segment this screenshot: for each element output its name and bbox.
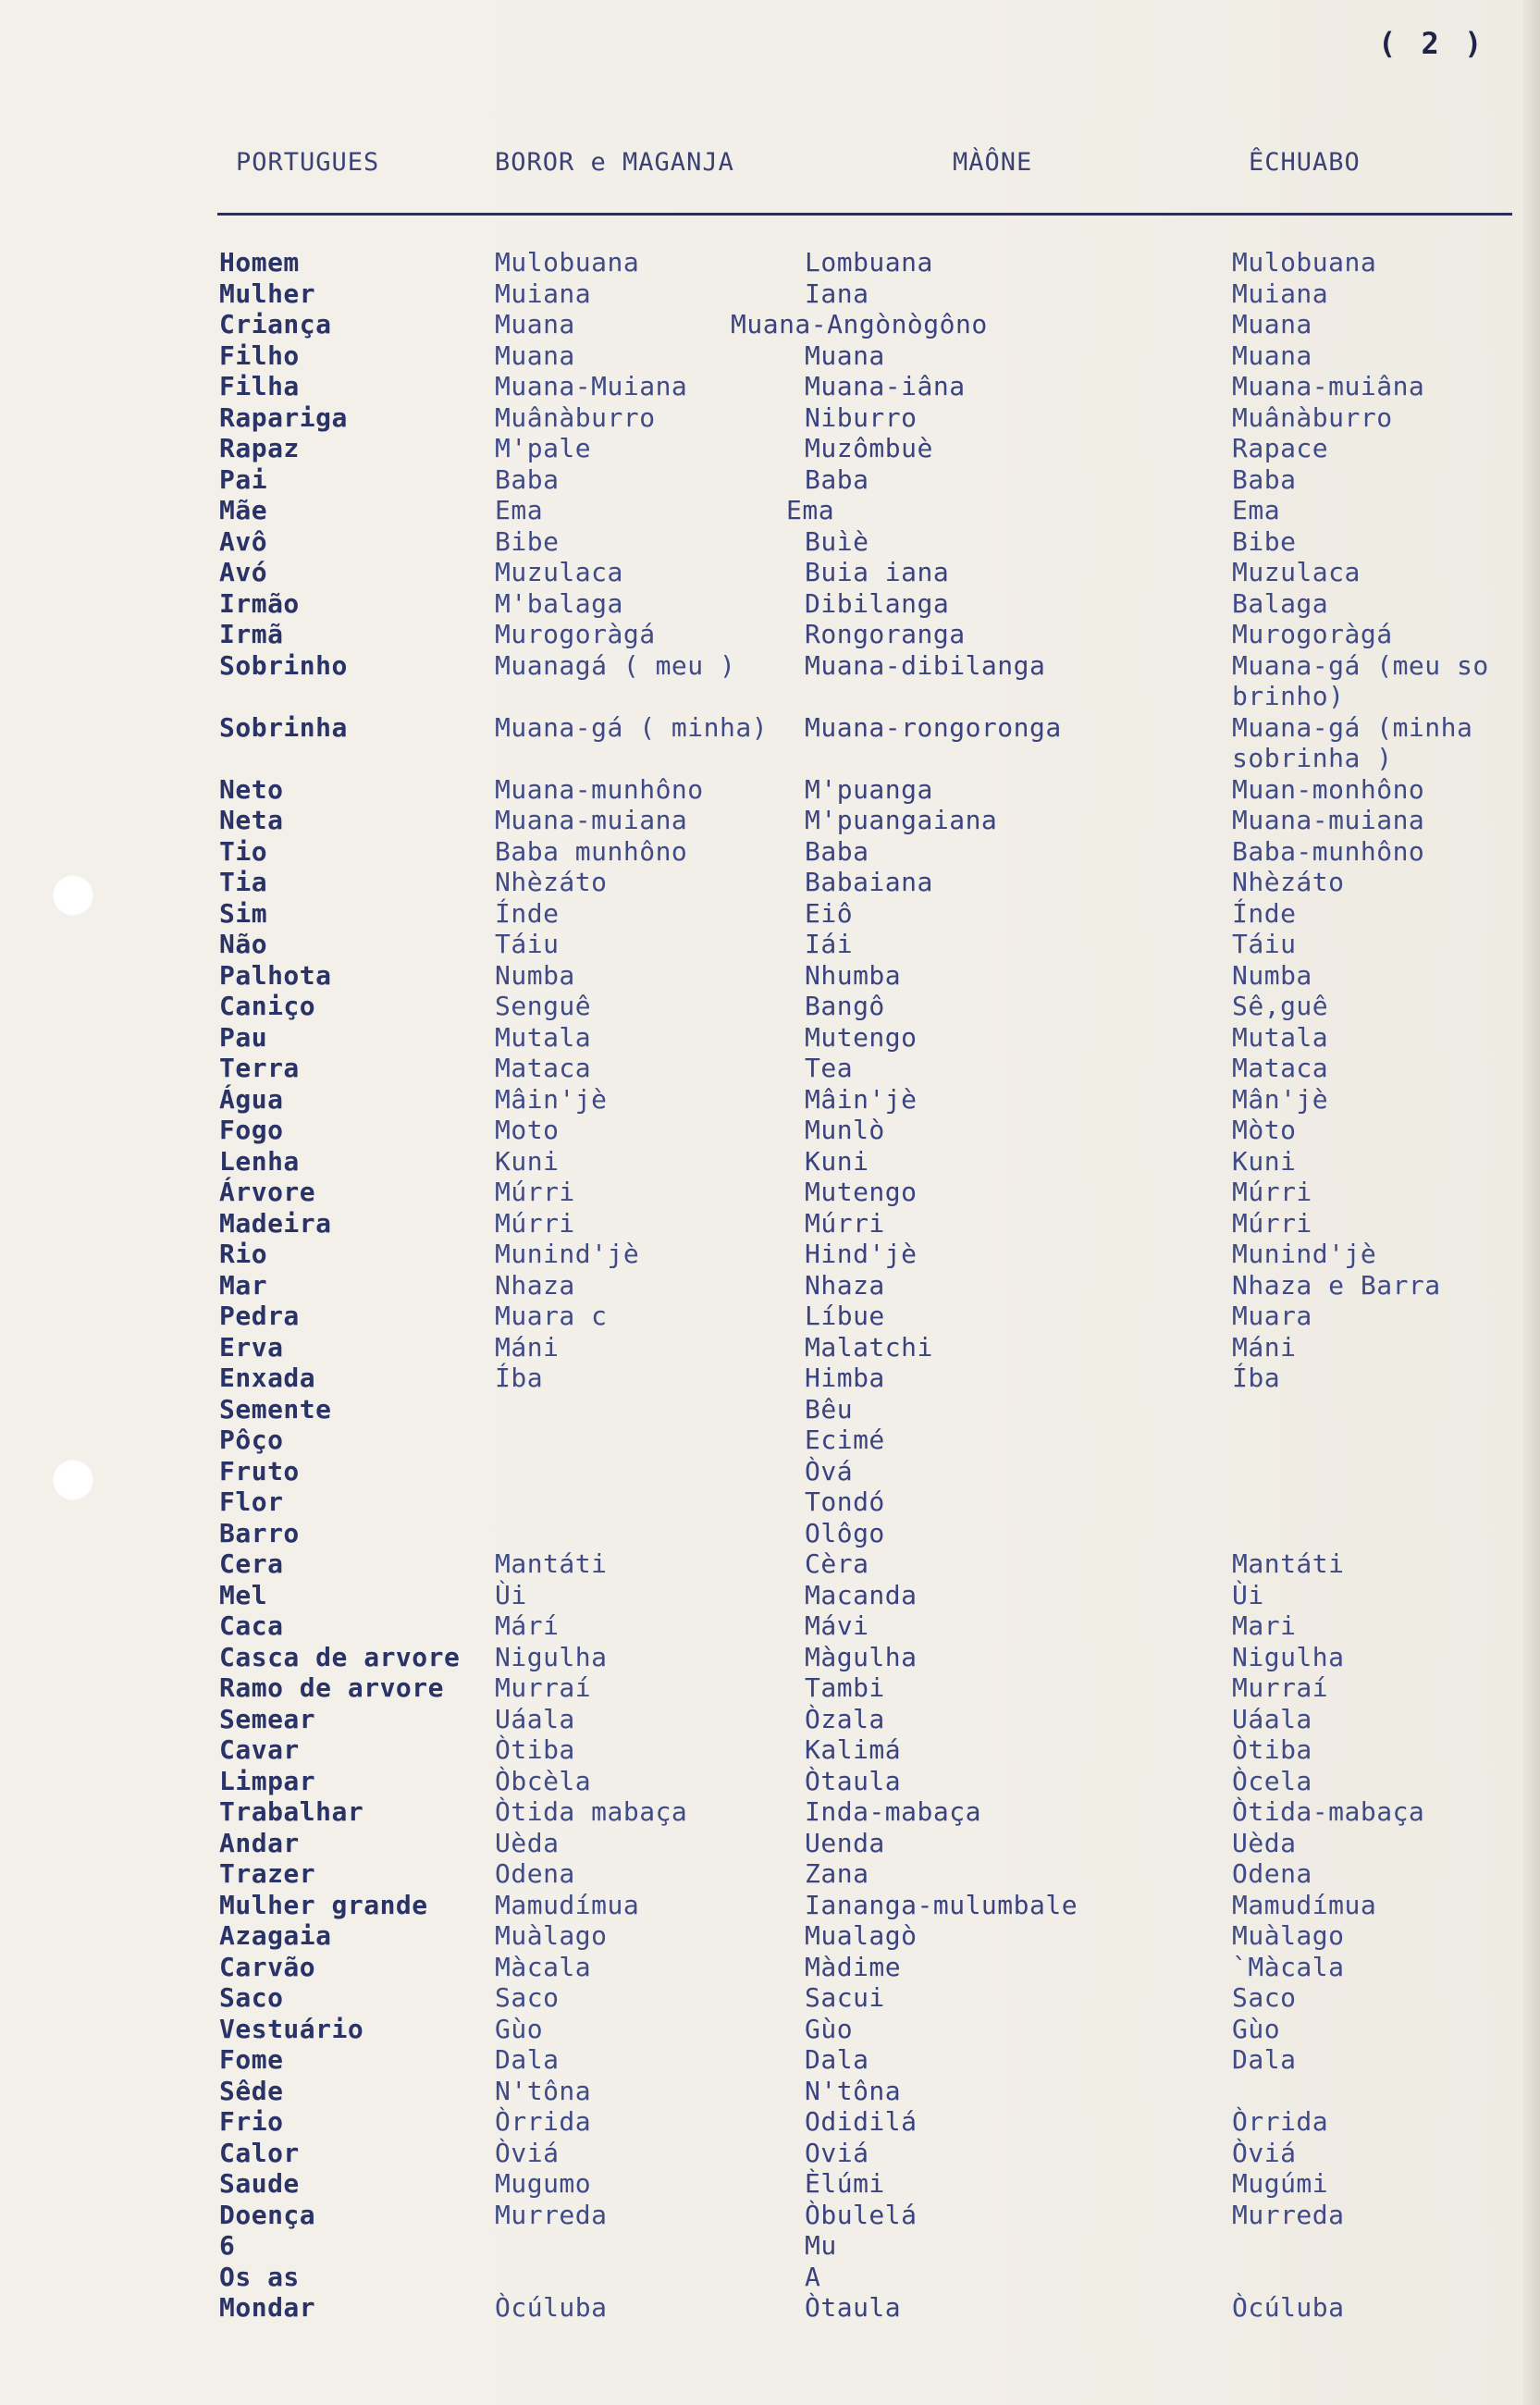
maone-word: Nhaza (805, 1269, 885, 1301)
boror-maganja-word: Uáala (495, 1703, 575, 1734)
boror-maganja-word (495, 1518, 768, 1549)
maone-word: Bangô (805, 991, 885, 1021)
boror-maganja-word: Baba munhôno (495, 835, 688, 867)
echuabo-word (1232, 1518, 1489, 1549)
portugues-word: Trazer (219, 1858, 316, 1889)
boror-maganja-word: Mâin'jè (495, 1083, 608, 1115)
boror-maganja-word: Mutala (495, 1021, 592, 1053)
portugues-word: Tio (219, 835, 268, 867)
punch-hole-bottom (52, 1459, 94, 1501)
echuabo-word: Mari (1232, 1610, 1297, 1641)
maone-word: Òbulelá (805, 2199, 918, 2230)
echuabo-word: Muana-gá (meu so (1232, 649, 1489, 681)
echuabo-word: Òviá (1232, 2137, 1297, 2168)
echuabo-word: Òcela (1232, 1765, 1312, 1796)
portugues-word: Mãe (219, 495, 268, 525)
echuabo-word: `Màcala (1232, 1951, 1345, 1982)
echuabo-word: Mantáti (1232, 1548, 1345, 1579)
portugues-word: Tia (219, 867, 268, 897)
echuabo-word: Nhèzáto (1232, 867, 1345, 897)
boror-maganja-word: Muana-muiana (495, 805, 688, 835)
maone-word: A (805, 2261, 821, 2292)
maone-word: Ecimé (805, 1424, 885, 1455)
boror-maganja-word (495, 1394, 768, 1425)
maone-word: Olôgo (805, 1517, 885, 1548)
portugues-word: Criança (219, 309, 332, 339)
echuabo-word: Numba (1232, 959, 1312, 991)
echuabo-word: Muzulaca (1232, 557, 1361, 587)
maone-word: Lombuana (805, 247, 933, 278)
portugues-word: Semente (219, 1393, 332, 1424)
echuabo-word: Muàlago (1232, 1920, 1345, 1951)
portugues-word: Caniço (219, 991, 316, 1021)
maone-word: Mu (805, 2230, 837, 2261)
portugues-word: Erva (219, 1331, 284, 1363)
maone-word: Cèra (805, 1548, 869, 1579)
portugues-word: Mel (219, 1579, 268, 1610)
boror-maganja-word: Múrri (495, 1207, 575, 1239)
portugues-word: Trabalhar (219, 1796, 364, 1827)
boror-maganja-word: Muzulaca (495, 557, 623, 587)
boror-maganja-word: Nigulha (495, 1641, 608, 1672)
boror-maganja-word: Òtiba (495, 1734, 575, 1765)
header-boror-maganja: BOROR e MAGANJA (495, 148, 734, 177)
echuabo-word: Mòto (1232, 1115, 1297, 1145)
echuabo-word: Saco (1232, 1982, 1297, 2013)
echuabo-word: Íba (1232, 1363, 1281, 1393)
column-portugues (219, 247, 460, 2324)
maone-word: Eiô (805, 897, 854, 929)
maone-word: Rongoranga (805, 619, 966, 649)
boror-maganja-word (495, 681, 768, 712)
echuabo-word: Munind'jè (1232, 1239, 1377, 1269)
maone-word: Òvá (805, 1455, 854, 1486)
echuabo-word: Muana (1232, 309, 1312, 339)
maone-word: Buia iana (805, 557, 950, 587)
portugues-word: Irmão (219, 587, 300, 619)
maone-word: Màdime (805, 1951, 902, 1982)
maone-word: Iananga-mulumbale (805, 1889, 1078, 1920)
portugues-word: Enxada (219, 1363, 316, 1393)
echuabo-word: Òrrida (1232, 2106, 1329, 2137)
maone-word: Inda-mabaça (805, 1796, 981, 1827)
echuabo-word: brinho) (1232, 681, 1345, 711)
maone-word: Hind'jè (805, 1239, 918, 1269)
portugues-word: Cavar (219, 1734, 300, 1765)
boror-maganja-word: Muânàburro (495, 401, 656, 433)
boror-maganja-word (495, 1424, 768, 1456)
boror-maganja-word: Mugumo (495, 2168, 592, 2199)
echuabo-word (1232, 2230, 1489, 2262)
maone-word: Muana-rongoronga (805, 711, 1062, 743)
portugues-word: Filha (219, 371, 300, 401)
maone-word: Muana-iâna (805, 371, 966, 401)
maone-word: Mualagò (805, 1920, 918, 1951)
boror-maganja-word: Muanagá ( meu ) (495, 649, 736, 681)
maone-word: Oviá (805, 2137, 869, 2168)
maone-word: Mávi (805, 1610, 869, 1641)
echuabo-word: Uèda (1232, 1827, 1297, 1858)
echuabo-word: Muana-muiâna (1232, 371, 1425, 401)
boror-maganja-word: Moto (495, 1115, 560, 1145)
maone-word: Màgulha (805, 1641, 918, 1672)
echuabo-word: Muan-monhôno (1232, 773, 1425, 805)
portugues-word: Mulher grande (219, 1889, 428, 1920)
maone-word: Òtaula (805, 2292, 902, 2323)
portugues-word: Ramo de arvore (219, 1672, 445, 1703)
echuabo-word: Ema (1232, 495, 1281, 525)
column-maone (731, 247, 1078, 2324)
portugues-word: Doença (219, 2199, 316, 2230)
page-number: ( 2 ) (1378, 26, 1486, 61)
echuabo-word: Táiu (1232, 929, 1297, 959)
portugues-word: Sim (219, 897, 268, 929)
maone-word (805, 681, 1078, 712)
maone-word: Malatchi (805, 1331, 933, 1363)
echuabo-word: Òtida-mabaça (1232, 1796, 1425, 1827)
boror-maganja-word: N'tôna (495, 2075, 592, 2106)
echuabo-word: Òtiba (1232, 1734, 1312, 1765)
boror-maganja-word: Òviá (495, 2137, 560, 2168)
boror-maganja-word: M'balaga (495, 587, 623, 619)
boror-maganja-word: Murogoràgá (495, 619, 656, 649)
boror-maganja-word: Táiu (495, 929, 560, 959)
portugues-word: 6 (219, 2230, 236, 2261)
echuabo-word: Odena (1232, 1858, 1312, 1889)
maone-word: Buìè (805, 525, 869, 557)
echuabo-word: Sê,guê (1232, 991, 1329, 1021)
portugues-word: Semear (219, 1703, 316, 1734)
maone-word: Macanda (805, 1579, 918, 1610)
portugues-word: Fome (219, 2044, 284, 2075)
boror-maganja-word: Muana-gá ( minha) (495, 711, 769, 743)
portugues-word: Frio (219, 2106, 284, 2137)
echuabo-word: Múrri (1232, 1177, 1312, 1207)
echuabo-word (1232, 2076, 1489, 2107)
boror-maganja-word: Òbcèla (495, 1765, 592, 1796)
boror-maganja-word: Murreda (495, 2199, 608, 2230)
boror-maganja-word: Munind'jè (495, 1239, 640, 1269)
maone-word: Iái (805, 929, 854, 959)
boror-maganja-word (495, 1456, 768, 1487)
maone-word: Muana-Angònògôno (731, 309, 988, 339)
echuabo-word: Muana (1232, 339, 1312, 371)
echuabo-word: Murreda (1232, 2199, 1345, 2230)
echuabo-word (1232, 1456, 1489, 1487)
portugues-word: Caca (219, 1610, 284, 1641)
maone-word: M'puanga (805, 773, 933, 805)
echuabo-word: Índe (1232, 897, 1297, 929)
echuabo-word: Murogoràgá (1232, 619, 1393, 649)
boror-maganja-word: Íba (495, 1363, 544, 1393)
echuabo-word: Baba (1232, 463, 1297, 495)
echuabo-word: Muana-gá (minha (1232, 711, 1473, 743)
boror-maganja-word: Ùi (495, 1579, 527, 1610)
maone-word: Dala (805, 2044, 869, 2075)
portugues-word: Saude (219, 2168, 300, 2199)
portugues-word: Rapariga (219, 401, 348, 433)
boror-maganja-word: Màcala (495, 1951, 592, 1982)
portugues-word: Os as (219, 2261, 300, 2292)
boror-maganja-word (495, 1486, 768, 1518)
echuabo-word: Mutala (1232, 1021, 1329, 1053)
maone-word: N'tôna (805, 2075, 902, 2106)
maone-word: Iana (805, 278, 869, 309)
echuabo-word: Òcúluba (1232, 2292, 1345, 2323)
echuabo-word (1232, 1486, 1489, 1518)
maone-word: Niburro (805, 401, 918, 433)
echuabo-word: Dala (1232, 2044, 1297, 2075)
portugues-word: Sêde (219, 2075, 284, 2106)
portugues-word: Árvore (219, 1177, 316, 1207)
boror-maganja-word: Muana (495, 309, 575, 339)
maone-word: Nhumba (805, 959, 902, 991)
maone-word: Mutengo (805, 1021, 918, 1053)
boror-maganja-word: Nhaza (495, 1269, 575, 1301)
echuabo-word: Máni (1232, 1331, 1297, 1363)
echuabo-word: Kuni (1232, 1145, 1297, 1177)
maone-word: Mâin'jè (805, 1083, 918, 1115)
boror-maganja-word: Numba (495, 959, 575, 991)
portugues-word: Mulher (219, 278, 316, 309)
echuabo-word: Nigulha (1232, 1641, 1345, 1672)
portugues-word: Vestuário (219, 2013, 364, 2044)
boror-maganja-word (495, 2262, 768, 2293)
boror-maganja-word: Mulobuana (495, 247, 640, 278)
portugues-word: Neto (219, 773, 284, 805)
boror-maganja-word: Òtida mabaça (495, 1796, 688, 1827)
echuabo-word: sobrinha ) (1232, 743, 1393, 773)
portugues-word: Limpar (219, 1765, 316, 1796)
maone-word: Mutengo (805, 1177, 918, 1207)
portugues-word: Mondar (219, 2292, 316, 2323)
boror-maganja-word: Dala (495, 2044, 560, 2075)
portugues-word: Carvão (219, 1951, 316, 1982)
column-boror-maganja (495, 247, 768, 2324)
boror-maganja-word: M'pale (495, 433, 592, 463)
boror-maganja-word: Baba (495, 463, 560, 495)
maone-word: Ema (786, 495, 835, 525)
portugues-word: Madeira (219, 1207, 332, 1239)
maone-word: Himba (805, 1363, 885, 1393)
echuabo-word: Muara (1232, 1301, 1312, 1331)
boror-maganja-word: Muàlago (495, 1920, 608, 1951)
boror-maganja-word: Saco (495, 1982, 560, 2013)
maone-word: Líbue (805, 1301, 885, 1331)
echuabo-word: Nhaza e Barra (1232, 1269, 1441, 1301)
maone-word: M'puangaiana (805, 805, 998, 835)
boror-maganja-word: Uèda (495, 1827, 560, 1858)
echuabo-word: Muiana (1232, 278, 1329, 309)
portugues-word: Avô (219, 525, 268, 557)
boror-maganja-word: Márí (495, 1610, 560, 1641)
maone-word: Òtaula (805, 1765, 902, 1796)
portugues-word: Calor (219, 2137, 300, 2168)
maone-word: Munlò (805, 1115, 885, 1145)
boror-maganja-word: Índe (495, 897, 560, 929)
portugues-word: Pôço (219, 1424, 284, 1455)
boror-maganja-word (495, 2230, 768, 2262)
portugues-word: Terra (219, 1053, 300, 1083)
maone-word: Kalimá (805, 1734, 902, 1765)
maone-word: Babaiana (805, 867, 933, 897)
maone-word: Tea (805, 1053, 854, 1083)
maone-word: Múrri (805, 1207, 885, 1239)
echuabo-word: Múrri (1232, 1207, 1312, 1239)
column-echuabo (1232, 247, 1489, 2324)
boror-maganja-word: Máni (495, 1331, 560, 1363)
portugues-word: Andar (219, 1827, 300, 1858)
portugues-word (219, 743, 460, 774)
echuabo-word: Murraí (1232, 1672, 1329, 1703)
boror-maganja-word: Gùo (495, 2013, 544, 2044)
maone-word: Dibilanga (805, 587, 950, 619)
maone-word: Gùo (805, 2013, 854, 2044)
boror-maganja-word: Ema (495, 495, 544, 525)
echuabo-word: Muânàburro (1232, 401, 1393, 433)
boror-maganja-word: Odena (495, 1858, 575, 1889)
boror-maganja-word: Òcúluba (495, 2292, 608, 2323)
echuabo-word: Mugúmi (1232, 2168, 1329, 2199)
portugues-word: Neta (219, 805, 284, 835)
header-rule (217, 213, 1512, 216)
portugues-word: Pau (219, 1021, 268, 1053)
header-echuabo: ÊCHUABO (1249, 148, 1361, 177)
echuabo-word: Muana-muiana (1232, 805, 1425, 835)
portugues-word: Casca de arvore (219, 1641, 461, 1672)
boror-maganja-word: Muara c (495, 1301, 608, 1331)
maone-word: Tondó (805, 1486, 885, 1517)
boror-maganja-word: Múrri (495, 1177, 575, 1207)
echuabo-word: Mataca (1232, 1053, 1329, 1083)
maone-word: Muana (805, 339, 885, 371)
portugues-word: Saco (219, 1982, 284, 2013)
portugues-word: Fruto (219, 1455, 300, 1486)
echuabo-word: Bibe (1232, 525, 1297, 557)
boror-maganja-word: Òrrida (495, 2106, 592, 2137)
punch-hole-top (52, 874, 94, 917)
boror-maganja-word: Muiana (495, 278, 592, 309)
echuabo-word: Mamudímua (1232, 1889, 1377, 1920)
portugues-word: Pedra (219, 1301, 300, 1331)
boror-maganja-word: Muana-munhôno (495, 773, 704, 805)
portugues-word: Rio (219, 1239, 268, 1269)
maone-word: Òzala (805, 1703, 885, 1734)
echuabo-word: Baba-munhôno (1232, 835, 1425, 867)
echuabo-word (1232, 1424, 1489, 1456)
boror-maganja-word: Bibe (495, 525, 560, 557)
echuabo-word: Mulobuana (1232, 247, 1377, 278)
echuabo-word: Rapace (1232, 433, 1329, 463)
boror-maganja-word: Mataca (495, 1053, 592, 1083)
portugues-word: Palhota (219, 959, 332, 991)
header-maone: MÀÔNE (953, 148, 1033, 177)
echuabo-word: Gùo (1232, 2013, 1281, 2044)
portugues-word: Sobrinho (219, 649, 348, 681)
portugues-word: Filho (219, 339, 300, 371)
maone-word: Baba (805, 835, 869, 867)
portugues-word: Rapaz (219, 433, 300, 463)
maone-word: Baba (805, 463, 869, 495)
maone-word: Kuni (805, 1145, 869, 1177)
portugues-word: Mar (219, 1269, 268, 1301)
boror-maganja-word: Nhèzáto (495, 867, 608, 897)
maone-word: Uenda (805, 1827, 885, 1858)
portugues-word: Sobrinha (219, 711, 348, 743)
portugues-word: Fogo (219, 1115, 284, 1145)
boror-maganja-word: Kuni (495, 1145, 560, 1177)
portugues-word (219, 681, 460, 712)
echuabo-word: Mân'jè (1232, 1083, 1329, 1115)
portugues-word: Lenha (219, 1145, 300, 1177)
maone-word: Bêu (805, 1393, 854, 1424)
maone-word: Tambi (805, 1672, 885, 1703)
boror-maganja-word: Senguê (495, 991, 592, 1021)
echuabo-word (1232, 1394, 1489, 1425)
boror-maganja-word (495, 743, 768, 774)
echuabo-word: Uáala (1232, 1703, 1312, 1734)
portugues-word: Homem (219, 247, 300, 278)
portugues-word: Cera (219, 1548, 284, 1579)
portugues-word: Flor (219, 1486, 284, 1517)
boror-maganja-word: Murraí (495, 1672, 592, 1703)
portugues-word: Irmã (219, 619, 284, 649)
boror-maganja-word: Mantáti (495, 1548, 608, 1579)
maone-word: Sacui (805, 1982, 885, 2013)
maone-word: Èlúmi (805, 2168, 885, 2199)
maone-word (805, 743, 1078, 774)
echuabo-word: Ùi (1232, 1579, 1264, 1610)
boror-maganja-word: Mamudímua (495, 1889, 640, 1920)
maone-word: Odidilá (805, 2106, 918, 2137)
portugues-word: Avó (219, 557, 268, 587)
paper-edge (1523, 0, 1540, 2405)
portugues-word: Pai (219, 463, 268, 495)
echuabo-word: Balaga (1232, 587, 1329, 619)
portugues-word: Água (219, 1083, 284, 1115)
maone-word: Muzômbuè (805, 433, 933, 463)
boror-maganja-word: Muana (495, 339, 575, 371)
maone-word: Zana (805, 1858, 869, 1889)
portugues-word: Não (219, 929, 268, 959)
echuabo-word (1232, 2262, 1489, 2293)
portugues-word: Azagaia (219, 1920, 332, 1951)
header-portugues: PORTUGUES (236, 148, 380, 177)
portugues-word: Barro (219, 1517, 300, 1548)
maone-word: Muana-dibilanga (805, 649, 1046, 681)
boror-maganja-word: Muana-Muiana (495, 371, 688, 401)
